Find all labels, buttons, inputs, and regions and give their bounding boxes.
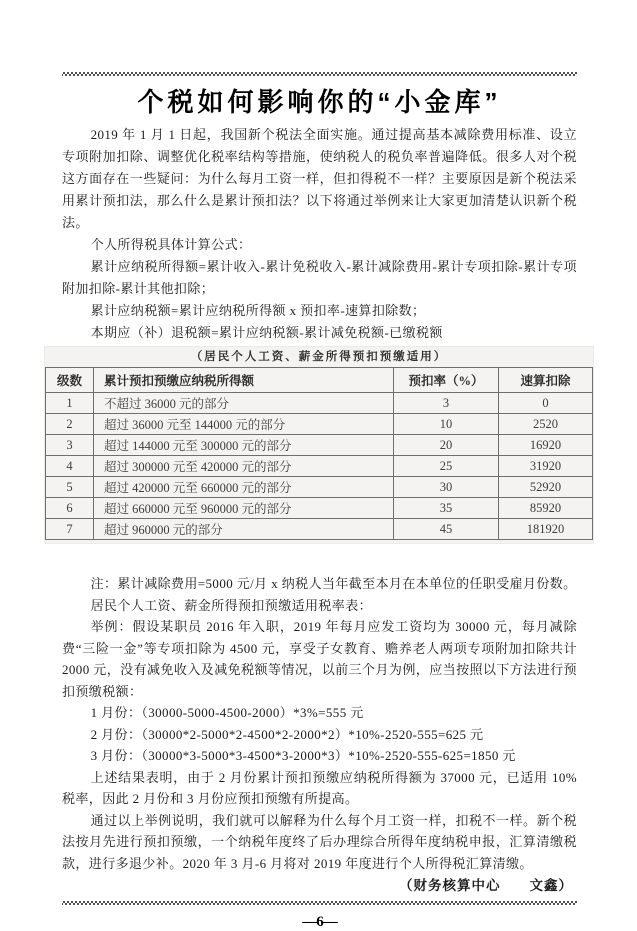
table-cell: 52920 bbox=[499, 477, 593, 498]
table-cell: 35 bbox=[394, 498, 499, 519]
table-cell: 超过 960000 元的部分 bbox=[94, 519, 394, 540]
result-paragraph: 上述结果表明，由于 2 月份累计预扣预缴应纳税所得额为 37000 元，已适用 10%税率，因此 2 月份和 3 月份应预扣预缴有所提高。 bbox=[62, 769, 577, 806]
table-cell: 6 bbox=[46, 498, 94, 519]
table-row bbox=[46, 477, 593, 498]
table-row bbox=[46, 414, 593, 435]
notes-section bbox=[62, 573, 577, 897]
table-cell: 31920 bbox=[499, 456, 593, 477]
table-cell: 16920 bbox=[499, 435, 593, 456]
table-cell: 2 bbox=[46, 414, 94, 435]
table-row bbox=[46, 519, 593, 540]
page-title: 个税如何影响你的“小金库” bbox=[137, 87, 502, 117]
table-cell: 3 bbox=[46, 435, 94, 456]
formula-line-1: 累计应纳税所得额=累计收入-累计免税收入-累计减除费用-累计专项扣除-累计专项附加扣除-累计其他扣除； bbox=[62, 259, 577, 296]
table-cell: 超过 660000 元至 960000 元的部分 bbox=[94, 498, 394, 519]
february-formula: 2 月份：（30000*2-5000*2-4500*2-2000*2）*10%-2520-555=625 元 bbox=[90, 726, 484, 742]
conclusion-paragraph: 通过以上举例说明，我们就可以解释为什么每个月工资一样，扣税不一样。新个税法按月先进行预扣预缴，一个纳税年度终了后办理综合所得年度纳税申报，汇算清缴税款，进行多退少补。2020 年 3 月-6 月将对 2019 年度进行个人所得税汇算清缴。 bbox=[62, 812, 577, 871]
formula-line-3: 本期应（补）退税额=累计应纳税额-累计减免税额-已缴税额 bbox=[90, 325, 443, 340]
table-cell: 2520 bbox=[499, 414, 593, 435]
formula-line-2: 累计应纳税额=累计应纳税所得额 x 预扣率-速算扣除数； bbox=[90, 303, 426, 318]
table-cell: 超过 36000 元至 144000 元的部分 bbox=[94, 414, 394, 435]
table-cell: 0 bbox=[499, 393, 593, 414]
table-cell: 181920 bbox=[499, 519, 593, 540]
example-paragraph: 举例：假设某职员 2016 年入职，2019 年每月应发工资均为 30000 元，每月减除费“三险一金”等专项扣除为 4500 元，享受子女教育、赡养老人两项专项附加扣除共计 2000 元，没有减免收入及减免税额等情况，以前三个月为例，应当按照以下方法进行预扣预缴税额： bbox=[62, 619, 577, 699]
table-cell: 4 bbox=[46, 456, 94, 477]
decorative-border-bottom bbox=[62, 900, 577, 907]
table-cell: 1 bbox=[46, 393, 94, 414]
table-name-line: 居民个人工资、薪金所得预扣预缴适用税率表： bbox=[90, 597, 372, 613]
table-cell: 超过 300000 元至 420000 元的部分 bbox=[94, 456, 394, 477]
table-cell: 10 bbox=[394, 414, 499, 435]
table-cell: 30 bbox=[394, 477, 499, 498]
table-header-row bbox=[46, 368, 593, 393]
tax-rate-table-image bbox=[45, 347, 593, 543]
note-line: 注：累计减除费用=5000 元/月 x 纳税人当年截至本月在本单位的任职受雇月份数。 bbox=[90, 576, 577, 591]
formula-heading: 个人所得税具体计算公式： bbox=[90, 237, 252, 252]
table-cell: 25 bbox=[394, 456, 499, 477]
march-formula: 3 月份：（30000*3-5000*3-4500*3-2000*3）*10%-2520-555-625=1850 元 bbox=[90, 748, 516, 763]
table-row bbox=[46, 393, 593, 414]
header-cell-rate: 预扣率（%） bbox=[394, 368, 499, 393]
tax-rate-table bbox=[45, 367, 593, 540]
table-cell: 不超过 36000 元的部分 bbox=[94, 393, 394, 414]
table-row bbox=[46, 435, 593, 456]
header-cell-level: 级数 bbox=[46, 368, 94, 393]
table-row bbox=[46, 456, 593, 477]
author-signature: （财务核算中心 文鑫） bbox=[399, 878, 573, 893]
table-cell: 20 bbox=[394, 435, 499, 456]
table-caption: （居民个人工资、薪金所得预扣预缴适用） bbox=[190, 351, 448, 363]
table-cell: 7 bbox=[46, 519, 94, 540]
table-cell: 3 bbox=[394, 393, 499, 414]
table-cell: 超过 144000 元至 300000 元的部分 bbox=[94, 435, 394, 456]
decorative-border-top bbox=[62, 71, 577, 78]
january-formula: 1 月份：（30000-5000-4500-2000）*3%=555 元 bbox=[90, 705, 364, 720]
page-number: —6— bbox=[302, 914, 337, 930]
table-cell: 超过 420000 元至 660000 元的部分 bbox=[94, 477, 394, 498]
table-cell: 5 bbox=[46, 477, 94, 498]
table-row bbox=[46, 498, 593, 519]
intro-paragraph: 2019 年 1 月 1 日起，我国新个税法全面实施。通过提高基本减除费用标准、设立专项附加扣除、调整优化税率结构等措施，使纳税人的税负率普遍降低。很多人对个税这方面存在一些疑问：为什么每月工资一样，但扣得税不一样？主要原因是新个税法采用累计预扣法，那么什么是累计预扣法？以下将通过举例来让大家更加清楚认识新个税法。 bbox=[62, 127, 577, 230]
header-cell-quick-deduction: 速算扣除 bbox=[499, 368, 593, 393]
table-cell: 45 bbox=[394, 519, 499, 540]
table-cell: 85920 bbox=[499, 498, 593, 519]
header-cell-income: 累计预扣预缴应纳税所得额 bbox=[94, 368, 394, 393]
